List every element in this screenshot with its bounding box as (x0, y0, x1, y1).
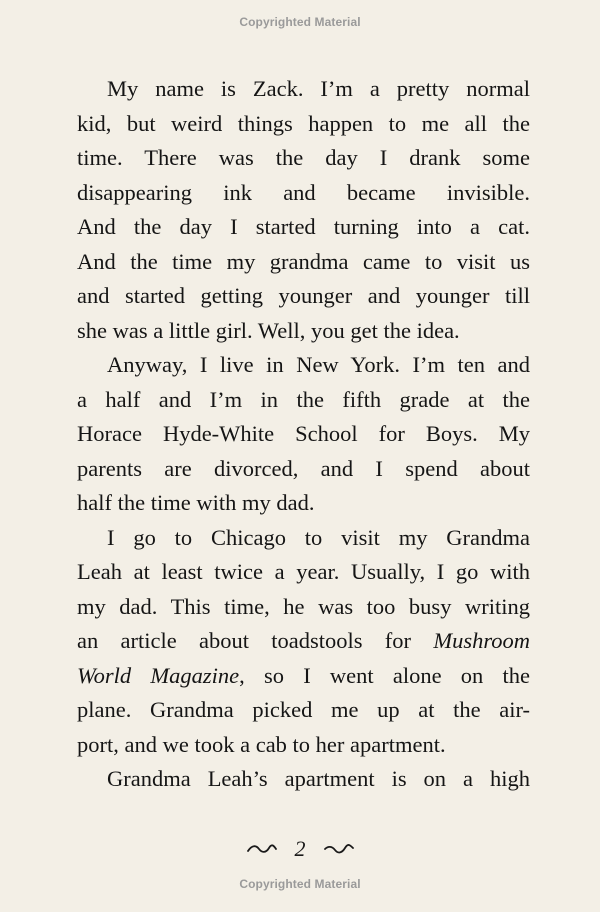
text-line: and started getting younger and younger till (77, 283, 530, 308)
copyright-watermark-bottom: Copyrighted Material (239, 877, 361, 891)
text-line: plane. Grandma picked me up at the air- (77, 697, 530, 722)
text-line: she was a little girl. Well, you get the idea. (77, 317, 460, 343)
text-line: I go to Chicago to visit my Grandma (107, 524, 530, 550)
text-line: half the time with my dad. (77, 490, 315, 515)
tilde-swash-icon (247, 843, 277, 855)
text-line: my dad. This time, he was too busy writing (77, 593, 530, 619)
text-line: kid, but weird things happen to me all the (77, 110, 530, 136)
text-line: time. There was the day I drank some (77, 145, 530, 170)
text-line: My name is Zack. I’m a pretty normal (107, 76, 530, 101)
body-text (77, 72, 530, 797)
tilde-swash-icon (324, 843, 354, 855)
text-line: parents are divorced, and I spend about (77, 455, 530, 481)
page-number: 2 (294, 836, 306, 861)
text-line: Anyway, I live in New York. I’m ten and (107, 352, 530, 377)
text-line: a half and I’m in the fifth grade at the (77, 386, 530, 412)
text-line: Grandma Leah’s apartment is on a high (107, 766, 530, 791)
italic-title: World Magazine (77, 662, 240, 688)
copyright-watermark-top: Copyrighted Material (239, 15, 361, 29)
text-line: disappearing ink and became invisible. (77, 179, 530, 205)
text-line: an article about toadstools for Mushroom (77, 628, 530, 653)
italic-title: Mushroom (433, 628, 530, 653)
text-line: And the time my grandma came to visit us (77, 248, 530, 274)
text-line: port, and we took a cab to her apartment. (77, 731, 446, 757)
text-line: World Magazine, so I went alone on the (77, 662, 530, 688)
text-line: And the day I started turning into a cat. (77, 214, 530, 239)
page-folio (0, 836, 600, 860)
text-line: Horace Hyde-White School for Boys. My (77, 421, 530, 446)
text-line: Leah at least twice a year. Usually, I go with (77, 559, 530, 584)
